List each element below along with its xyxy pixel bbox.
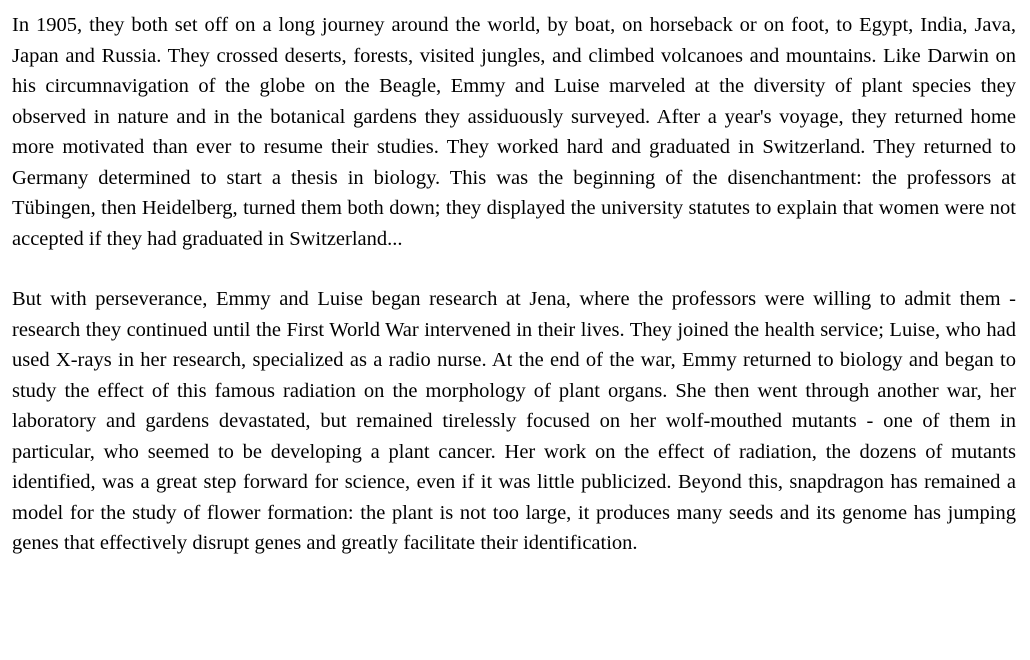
- paragraph-2: But with perseverance, Emmy and Luise began research at Jena, where the professors were willing to admit them - research they continued until the First World War intervened in their lives. They joined the health service; Luise, who had used X-rays in her research, specialized as a radio nurse. At the end of the war, Emmy returned to biology and began to study the effect of this famous radiation on the morphology of plant organs. She then went through another war, her laboratory and gardens devastated, but remained tirelessly focused on her wolf-mouthed mutants - one of them in particular, who seemed to be developing a plant cancer. Her work on the effect of radiation, the dozens of mutants identified, was a great step forward for science, even if it was little publicized. Beyond this, snapdragon has remained a model for the study of flower formation: the plant is not too large, it produces many seeds and its genome has jumping genes that effectively disrupt genes and greatly facilitate their identification.: [12, 288, 1016, 554]
- paragraph-1: In 1905, they both set off on a long journey around the world, by boat, on horseback or on foot, to Egypt, India, Java, Japan and Russia. They crossed deserts, forests, visited jungles, and climbed volcanoes and mountains. Like Darwin on his circumnavigation of the globe on the Beagle, Emmy and Luise marveled at the diversity of plant species they observed in nature and in the botanical gardens they assiduously surveyed. After a year's voyage, they returned home more motivated than ever to resume their studies. They worked hard and graduated in Switzerland. They returned to Germany determined to start a thesis in biology. This was the beginning of the disenchantment: the professors at Tübingen, then Heidelberg, turned them both down; they displayed the university statutes to explain that women were not accepted if they had graduated in Switzerland...: [12, 14, 1016, 250]
